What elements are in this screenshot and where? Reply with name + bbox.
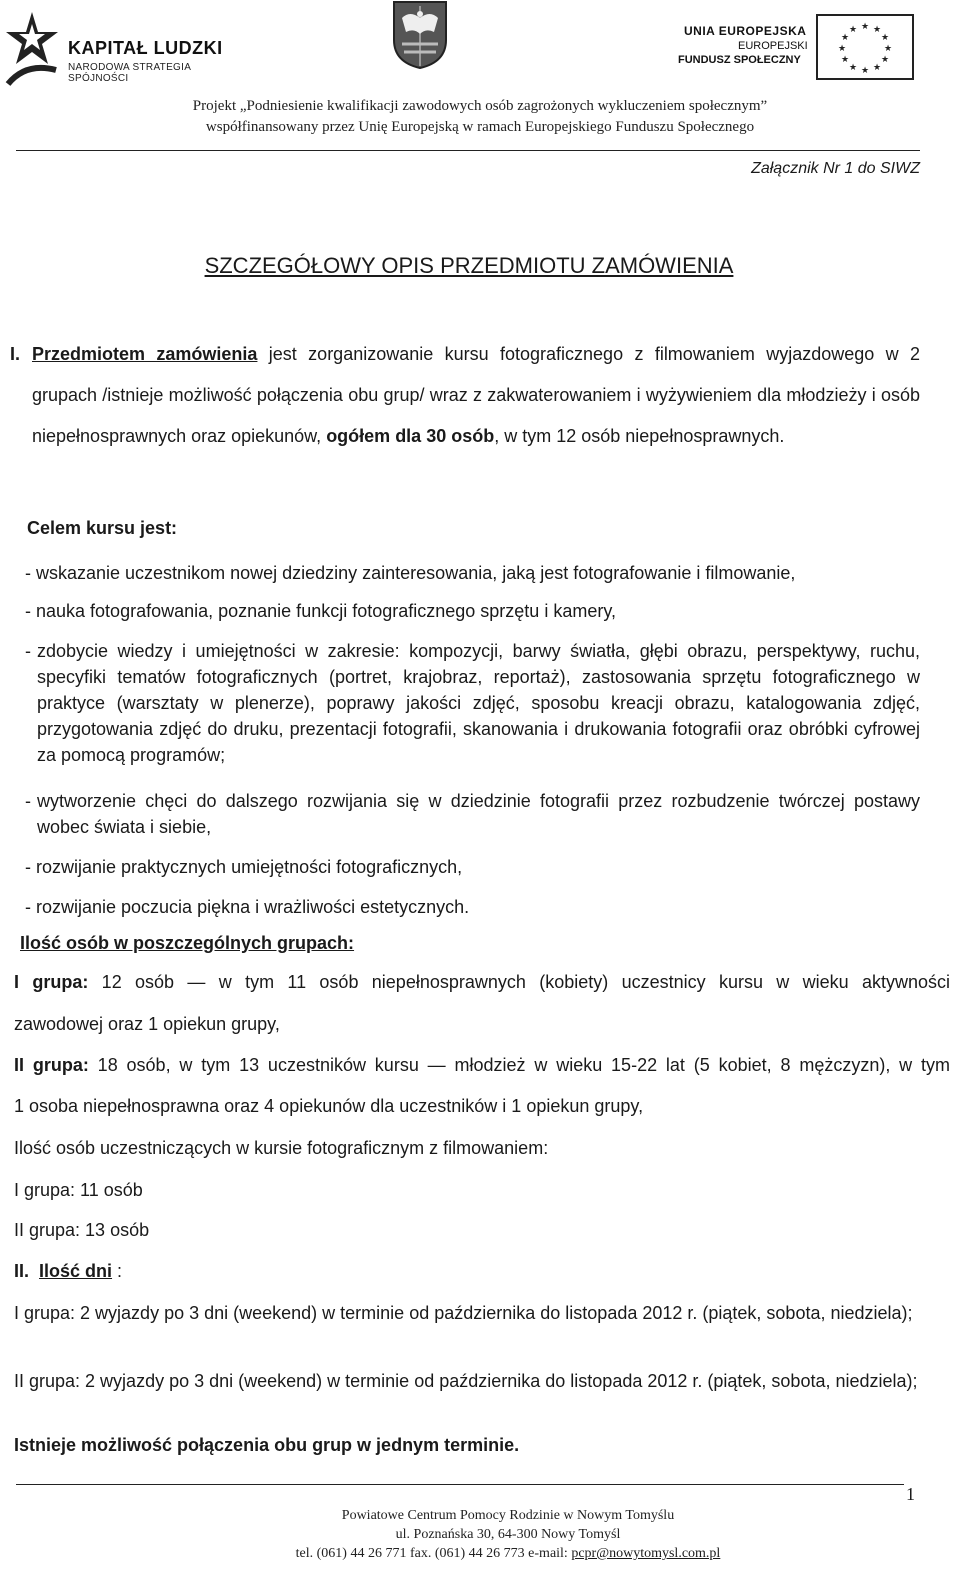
participants-group-2: II grupa: 13 osób	[14, 1220, 150, 1240]
goal-dash: -	[25, 791, 31, 811]
goal-item: - nauka fotografowania, poznanie funkcji fotograficznego sprzętu i kamery,	[25, 601, 616, 621]
svg-text:★: ★	[860, 22, 870, 32]
group-1-line-2: zawodowej oraz 1 opiekun grupy,	[14, 1014, 280, 1034]
goal-item: - wskazanie uczestnikom nowej dziedziny zainteresowania, jaką jest fotografowanie i filmowanie,	[25, 563, 796, 583]
total-persons: ogółem dla 30 osób	[326, 426, 495, 446]
kapital-ludzki-star-icon	[2, 10, 62, 88]
goal-item: - rozwijanie praktycznych umiejętności fotograficznych,	[25, 857, 463, 877]
group-1-label: I grupa:	[14, 972, 89, 992]
coat-of-arms-logo	[390, 0, 450, 70]
participants-group-1: I grupa: 11 osób	[14, 1180, 143, 1200]
footer-contact	[0, 1546, 960, 1562]
group-1-text: 12 osób — w tym 11 osób niepełnosprawnych (kobiety) uczestnicy kursu w wieku aktywności	[88, 972, 951, 992]
footer-divider	[16, 1484, 904, 1485]
section-1-paragraph	[10, 334, 921, 457]
svg-text:★: ★	[840, 33, 850, 43]
subject-text-b: , w tym 12 osób niepełnosprawnych.	[494, 426, 785, 446]
svg-text:★: ★	[880, 33, 890, 43]
group-2-line-1	[14, 1055, 950, 1076]
project-funding-line: współfinansowany przez Unię Europejską w ramach Europejskiego Funduszu Społecznego	[205, 119, 755, 135]
annex-label: Załącznik Nr 1 do SIWZ	[751, 160, 920, 177]
section-2-title: Ilość dni	[39, 1261, 113, 1281]
page-number: 1	[906, 1484, 915, 1504]
svg-text:★: ★	[860, 66, 870, 76]
days-group-1: I grupa: 2 wyjazdy po 3 dni (weekend) w terminie od października do listopada 2012 r. (piątek, sobota, niedziela);	[14, 1303, 913, 1323]
subject-text-a: jest zorganizowanie kursu fotograficznego z filmowaniem wyjazdowego w 2 grupach /istnieje możliwość połączenia obu grup/ wraz z zakwaterowaniem i wyżywieniem dla młodzieży i osób niepełnosprawnych oraz opiekunów,	[32, 344, 921, 446]
group-2-label: II grupa:	[14, 1055, 89, 1075]
eu-social-fund-logo	[660, 14, 920, 80]
goal-item-text: zdobycie wiedzy i umiejętności w zakresie: kompozycji, barwy światła, głębi obrazu, perspektywy, ruchu, specyfiki tematów fotograficznych (portret, krajobraz, reportaż), zastosowania sprzętu fotograficznego w praktyce (warsztaty w plenerze), poprawy jakości zdjęć, sposobu kreacji obrazu, katalogowania zdjęć, przygotowania zdjęć do druku, prezentacji fotografii, skanowania i drukowania fotografii oraz obróbki cyfrowej za pomocą programów;	[37, 641, 920, 765]
document-title: SZCZEGÓŁOWY OPIS PRZEDMIOTU ZAMÓWIENIA	[204, 253, 734, 278]
goals-heading: Celem kursu jest:	[27, 518, 178, 538]
header-divider	[16, 150, 920, 151]
section-2-numeral: II.	[14, 1261, 30, 1281]
eu-logo-line3: FUNDUSZ SPOŁECZNY	[678, 54, 801, 66]
svg-text:★: ★	[872, 63, 882, 73]
section-2-colon: :	[112, 1261, 123, 1281]
group-2-text: 18 osób, w tym 13 uczestników kursu — młodzież w wieku 15-22 lat (5 kobiet, 8 mężczyzn), w tym	[88, 1055, 951, 1075]
groups-heading: Ilość osób w poszczególnych grupach:	[20, 933, 355, 953]
kl-logo-subtitle: NARODOWA STRATEGIA SPÓJNOŚCI	[68, 62, 191, 84]
subject-lead: Przedmiotem zamówienia	[32, 344, 258, 364]
eu-logo-line2: EUROPEJSKI	[738, 40, 808, 52]
days-group-2: II grupa: 2 wyjazdy po 3 dni (weekend) w terminie od października do listopada 2012 r. (piątek, sobota, niedziela);	[14, 1371, 918, 1391]
section-1-numeral: I.	[10, 344, 21, 364]
svg-text:★: ★	[837, 44, 847, 54]
eu-flag-icon	[816, 14, 914, 80]
kapital-ludzki-logo	[0, 8, 240, 88]
section-2-heading	[14, 1261, 122, 1282]
eagle-crest-icon	[390, 0, 450, 70]
footer-address: ul. Poznańska 30, 64-300 Nowy Tomyśl	[395, 1527, 621, 1542]
footer-contact-text: tel. (061) 44 26 771 fax. (061) 44 26 773 e-mail:	[295, 1546, 572, 1561]
svg-text:★: ★	[883, 44, 893, 54]
goal-dash: -	[25, 641, 31, 661]
group-2-line-2: 1 osoba niepełnosprawna oraz 4 opiekunów dla uczestników i 1 opiekun grupy,	[14, 1096, 644, 1116]
eu-logo-line1: UNIA EUROPEJSKA	[684, 24, 807, 38]
combine-note: Istnieje możliwość połączenia obu grup w jednym terminie.	[14, 1435, 520, 1455]
group-1-line-1	[14, 972, 950, 993]
svg-text:★: ★	[880, 55, 890, 65]
svg-text:★: ★	[848, 63, 858, 73]
kl-logo-title: KAPITAŁ LUDZKI	[68, 38, 223, 58]
footer-org: Powiatowe Centrum Pomocy Rodzinie w Nowym Tomyślu	[341, 1508, 675, 1523]
goal-item: - rozwijanie poczucia piękna i wrażliwości estetycznych.	[25, 897, 470, 917]
svg-text:★: ★	[872, 25, 882, 35]
svg-text:★: ★	[840, 55, 850, 65]
goal-item-text: wytworzenie chęci do dalszego rozwijania się w dziedzinie fotografii przez rozbudzenie twórczej postawy wobec świata i siebie,	[37, 791, 920, 837]
svg-text:★: ★	[848, 25, 858, 35]
participants-heading: Ilość osób uczestniczących w kursie fotograficznym z filmowaniem:	[14, 1138, 549, 1158]
footer-email-link[interactable]: pcpr@nowytomysl.com.pl	[571, 1546, 721, 1561]
project-title-line: Projekt „Podniesienie kwalifikacji zawodowych osób zagrożonych wykluczeniem społecznym”	[192, 98, 768, 114]
